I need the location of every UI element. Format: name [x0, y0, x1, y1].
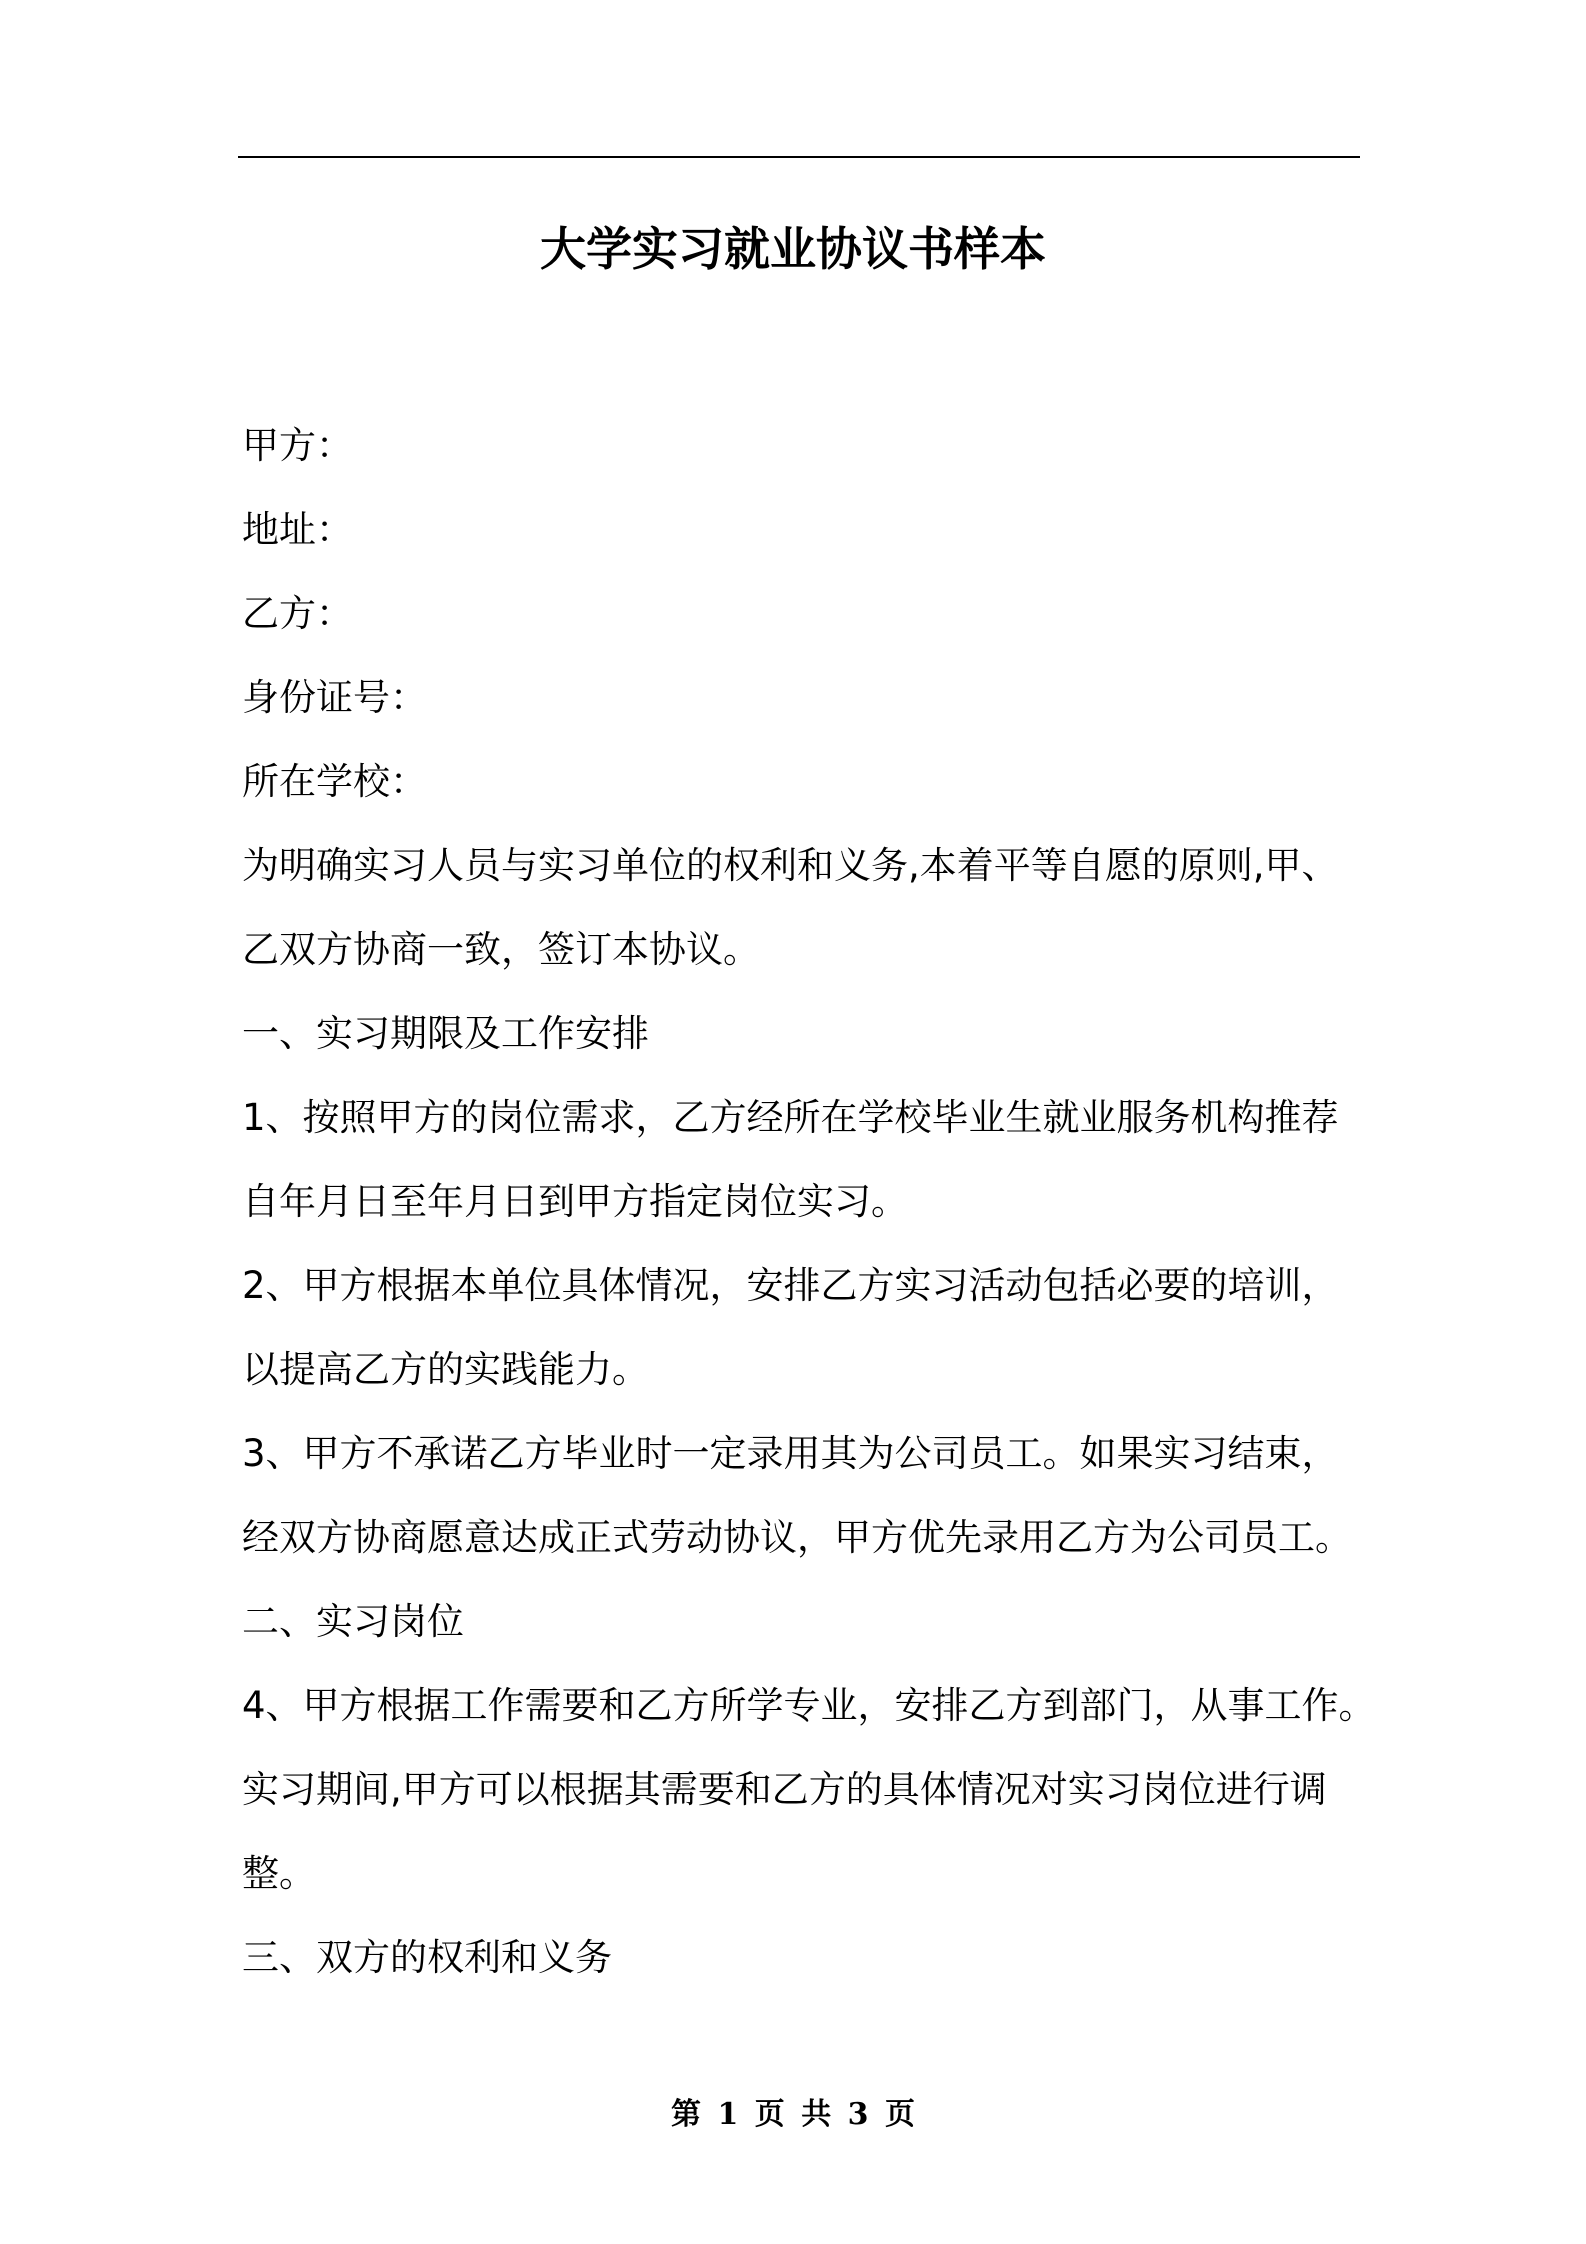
document-body — [242, 404, 1382, 2000]
document-title: 大学实习就业协议书样本 — [540, 222, 1046, 276]
field-address: 地址： — [242, 508, 353, 551]
clause-3-line-2: 经双方协商愿意达成正式劳动协议，甲方优先录用乙方为公司员工。 — [242, 1516, 1352, 1559]
field-school: 所在学校： — [242, 760, 427, 803]
clause-2-line-2: 以提高乙方的实践能力。 — [242, 1348, 649, 1391]
section-heading-1: 一、实习期限及工作安排 — [242, 1012, 649, 1055]
clause-3-line-1: 3、甲方不承诺乙方毕业时一定录用其为公司员工。如果实习结束， — [242, 1432, 1339, 1475]
preamble-line-2: 乙双方协商一致，签订本协议。 — [242, 928, 760, 971]
section-heading-3: 三、双方的权利和义务 — [242, 1936, 612, 1979]
field-party-a: 甲方： — [242, 424, 353, 467]
clause-1-line-1: 1、按照甲方的岗位需求，乙方经所在学校毕业生就业服务机构推荐 — [242, 1096, 1339, 1139]
preamble-line-1: 为明确实习人员与实习单位的权利和义务,本着平等自愿的原则,甲、 — [242, 844, 1339, 887]
clause-4-line-2: 实习期间,甲方可以根据其需要和乙方的具体情况对实习岗位进行调 — [242, 1768, 1327, 1811]
clause-4-line-3: 整。 — [242, 1852, 316, 1895]
field-id-number: 身份证号： — [242, 676, 427, 719]
clause-4-line-1: 4、甲方根据工作需要和乙方所学专业，安排乙方到部门，从事工作。 — [242, 1684, 1376, 1727]
page-number: 第 1 页 共 3 页 — [671, 2097, 915, 2132]
clause-1-line-2: 自年月日至年月日到甲方指定岗位实习。 — [242, 1180, 908, 1223]
clause-2-line-1: 2、甲方根据本单位具体情况，安排乙方实习活动包括必要的培训， — [242, 1264, 1339, 1307]
section-heading-2: 二、实习岗位 — [242, 1600, 464, 1643]
field-party-b: 乙方： — [242, 592, 353, 635]
header-rule — [238, 156, 1360, 158]
